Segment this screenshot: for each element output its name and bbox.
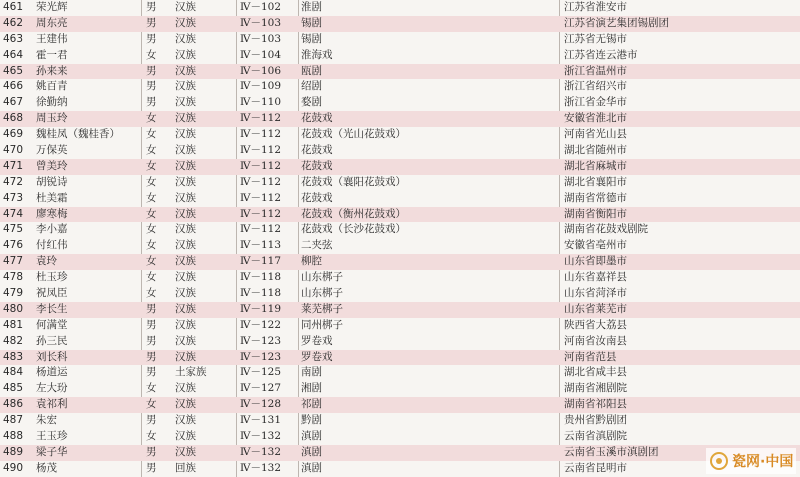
project-code: Ⅳ－112 bbox=[240, 207, 282, 220]
gender-cell: 女 bbox=[146, 175, 157, 188]
declaring-unit: 河南省范县 bbox=[564, 350, 617, 363]
ethnicity-cell: 汉族 bbox=[175, 287, 196, 300]
declaring-unit: 浙江省绍兴市 bbox=[564, 80, 627, 93]
project-code: Ⅳ－110 bbox=[240, 96, 282, 109]
opera-type: 黔剧 bbox=[301, 414, 322, 427]
row-number: 461 bbox=[3, 1, 24, 13]
project-code: Ⅳ－113 bbox=[240, 239, 282, 252]
row-number: 463 bbox=[3, 32, 24, 45]
project-code: Ⅳ－119 bbox=[240, 302, 282, 315]
ethnicity-cell: 汉族 bbox=[175, 159, 196, 172]
declaring-unit: 湖北省襄阳市 bbox=[564, 175, 627, 188]
table-row bbox=[0, 79, 800, 95]
inheritor-name: 霍一君 bbox=[36, 48, 68, 61]
inheritor-name: 王玉珍 bbox=[36, 430, 68, 443]
declaring-unit: 湖南省祁阳县 bbox=[564, 398, 627, 411]
inheritor-name: 刘长科 bbox=[36, 350, 68, 363]
gender-cell: 男 bbox=[146, 1, 157, 13]
gender-cell: 女 bbox=[146, 112, 157, 125]
gender-cell: 女 bbox=[146, 159, 157, 172]
table-row bbox=[0, 95, 800, 111]
project-code: Ⅳ－102 bbox=[240, 1, 282, 13]
gender-cell: 女 bbox=[146, 144, 157, 157]
table-row bbox=[0, 381, 800, 397]
declaring-unit: 河南省光山县 bbox=[564, 128, 627, 141]
row-number: 469 bbox=[3, 128, 24, 141]
ethnicity-cell: 土家族 bbox=[175, 366, 207, 379]
gender-cell: 女 bbox=[146, 287, 157, 300]
row-number: 475 bbox=[3, 223, 24, 236]
ethnicity-cell: 汉族 bbox=[175, 239, 196, 252]
row-number: 467 bbox=[3, 96, 24, 109]
row-number: 487 bbox=[3, 414, 24, 427]
row-number: 474 bbox=[3, 207, 24, 220]
inheritor-name: 徐勤纳 bbox=[36, 96, 68, 109]
declaring-unit: 安徽省淮北市 bbox=[564, 112, 627, 125]
ethnicity-cell: 汉族 bbox=[175, 255, 196, 268]
ethnicity-cell: 汉族 bbox=[175, 1, 196, 13]
project-code: Ⅳ－132 bbox=[240, 445, 282, 458]
project-code: Ⅳ－112 bbox=[240, 159, 282, 172]
table-row bbox=[0, 191, 800, 207]
table-row bbox=[0, 413, 800, 429]
gender-cell: 男 bbox=[146, 445, 157, 458]
row-number: 481 bbox=[3, 318, 24, 331]
row-number: 489 bbox=[3, 445, 24, 458]
opera-type: 罗卷戏 bbox=[301, 334, 333, 347]
row-number: 468 bbox=[3, 112, 24, 125]
inheritor-name: 朱宏 bbox=[36, 414, 57, 427]
project-code: Ⅳ－128 bbox=[240, 398, 282, 411]
gender-cell: 女 bbox=[146, 191, 157, 204]
inheritor-name: 杨道运 bbox=[36, 366, 68, 379]
project-code: Ⅳ－118 bbox=[240, 287, 282, 300]
gender-cell: 女 bbox=[146, 128, 157, 141]
table-row bbox=[0, 429, 800, 445]
project-code: Ⅳ－112 bbox=[240, 191, 282, 204]
ethnicity-cell: 汉族 bbox=[175, 430, 196, 443]
site-watermark bbox=[706, 448, 796, 474]
opera-type: 山东梆子 bbox=[301, 287, 343, 300]
inheritor-name: 左大玢 bbox=[36, 382, 68, 395]
ethnicity-cell: 汉族 bbox=[175, 96, 196, 109]
inheritor-name: 梁子华 bbox=[36, 445, 68, 458]
inheritor-name: 周东亮 bbox=[36, 16, 68, 29]
table-row bbox=[0, 0, 800, 16]
project-code: Ⅳ－117 bbox=[240, 255, 282, 268]
declaring-unit: 湖北省麻城市 bbox=[564, 159, 627, 172]
opera-type: 祁剧 bbox=[301, 398, 322, 411]
project-code: Ⅳ－103 bbox=[240, 32, 282, 45]
row-number: 472 bbox=[3, 175, 24, 188]
inheritor-name: 王建伟 bbox=[36, 32, 68, 45]
opera-type: 瓯剧 bbox=[301, 64, 322, 77]
table-row bbox=[0, 111, 800, 127]
row-number: 465 bbox=[3, 64, 24, 77]
table-row bbox=[0, 254, 800, 270]
row-number: 466 bbox=[3, 80, 24, 93]
inheritor-name: 袁祁利 bbox=[36, 398, 68, 411]
table-row bbox=[0, 64, 800, 80]
project-code: Ⅳ－112 bbox=[240, 175, 282, 188]
inheritor-name: 李长生 bbox=[36, 302, 68, 315]
gender-cell: 男 bbox=[146, 16, 157, 29]
gender-cell: 男 bbox=[146, 318, 157, 331]
project-code: Ⅳ－118 bbox=[240, 271, 282, 284]
gender-cell: 女 bbox=[146, 271, 157, 284]
inheritor-name: 胡锐诗 bbox=[36, 175, 68, 188]
opera-type: 同州梆子 bbox=[301, 318, 343, 331]
table-row bbox=[0, 159, 800, 175]
row-number: 486 bbox=[3, 398, 24, 411]
declaring-unit: 湖南省湘剧院 bbox=[564, 382, 627, 395]
ethnicity-cell: 汉族 bbox=[175, 414, 196, 427]
project-code: Ⅳ－131 bbox=[240, 414, 282, 427]
declaring-unit: 江苏省淮安市 bbox=[564, 1, 627, 13]
opera-type: 花鼓戏（光山花鼓戏） bbox=[301, 128, 406, 141]
ethnicity-cell: 汉族 bbox=[175, 16, 196, 29]
declaring-unit: 浙江省金华市 bbox=[564, 96, 627, 109]
project-code: Ⅳ－123 bbox=[240, 350, 282, 363]
ethnicity-cell: 汉族 bbox=[175, 334, 196, 347]
table-row bbox=[0, 350, 800, 366]
opera-type: 花鼓戏 bbox=[301, 191, 333, 204]
gender-cell: 女 bbox=[146, 239, 157, 252]
opera-type: 莱芜梆子 bbox=[301, 302, 343, 315]
opera-type: 山东梆子 bbox=[301, 271, 343, 284]
gender-cell: 男 bbox=[146, 32, 157, 45]
gender-cell: 男 bbox=[146, 414, 157, 427]
ethnicity-cell: 汉族 bbox=[175, 398, 196, 411]
row-number: 473 bbox=[3, 191, 24, 204]
ethnicity-cell: 汉族 bbox=[175, 350, 196, 363]
declaring-unit: 湖南省衡阳市 bbox=[564, 207, 627, 220]
inheritor-name: 荣光辉 bbox=[36, 1, 68, 13]
opera-type: 花鼓戏 bbox=[301, 159, 333, 172]
opera-type: 花鼓戏（衡州花鼓戏） bbox=[301, 207, 406, 220]
gender-cell: 女 bbox=[146, 48, 157, 61]
table-row bbox=[0, 318, 800, 334]
inheritor-name: 付红伟 bbox=[36, 239, 68, 252]
declaring-unit: 云南省玉溪市滇剧团 bbox=[564, 445, 659, 458]
gender-cell: 男 bbox=[146, 461, 157, 474]
table-row bbox=[0, 222, 800, 238]
table-row bbox=[0, 334, 800, 350]
table-row bbox=[0, 270, 800, 286]
inheritor-name: 杨茂 bbox=[36, 461, 57, 474]
declaring-unit: 河南省汝南县 bbox=[564, 334, 627, 347]
project-code: Ⅳ－122 bbox=[240, 318, 282, 331]
inheritor-name: 廖寒梅 bbox=[36, 207, 68, 220]
declaring-unit: 云南省滇剧院 bbox=[564, 430, 627, 443]
row-number: 471 bbox=[3, 159, 24, 172]
opera-type: 罗卷戏 bbox=[301, 350, 333, 363]
row-number: 482 bbox=[3, 334, 24, 347]
ethnicity-cell: 汉族 bbox=[175, 128, 196, 141]
table-row bbox=[0, 127, 800, 143]
declaring-unit: 贵州省黔剧团 bbox=[564, 414, 627, 427]
table-row bbox=[0, 16, 800, 32]
row-number: 464 bbox=[3, 48, 24, 61]
row-number: 484 bbox=[3, 366, 24, 379]
ethnicity-cell: 汉族 bbox=[175, 175, 196, 188]
gender-cell: 男 bbox=[146, 350, 157, 363]
ethnicity-cell: 汉族 bbox=[175, 48, 196, 61]
project-code: Ⅳ－112 bbox=[240, 128, 282, 141]
ethnicity-cell: 汉族 bbox=[175, 318, 196, 331]
ethnicity-cell: 汉族 bbox=[175, 80, 196, 93]
gender-cell: 女 bbox=[146, 207, 157, 220]
project-code: Ⅳ－123 bbox=[240, 334, 282, 347]
row-number: 477 bbox=[3, 255, 24, 268]
table-row bbox=[0, 302, 800, 318]
table-row bbox=[0, 445, 800, 461]
project-code: Ⅳ－127 bbox=[240, 382, 282, 395]
ethnicity-cell: 汉族 bbox=[175, 382, 196, 395]
row-number: 478 bbox=[3, 271, 24, 284]
opera-type: 滇剧 bbox=[301, 445, 322, 458]
gender-cell: 男 bbox=[146, 64, 157, 77]
declaring-unit: 陕西省大荔县 bbox=[564, 318, 627, 331]
inheritor-name: 周玉玲 bbox=[36, 112, 68, 125]
watermark-text: 瓷网·中国 bbox=[732, 454, 794, 470]
ethnicity-cell: 汉族 bbox=[175, 64, 196, 77]
inheritor-name: 李小嘉 bbox=[36, 223, 68, 236]
inheritor-name: 孙三民 bbox=[36, 334, 68, 347]
row-number: 490 bbox=[3, 461, 24, 474]
declaring-unit: 江苏省连云港市 bbox=[564, 48, 638, 61]
declaring-unit: 江苏省演艺集团锡剧团 bbox=[564, 16, 669, 29]
opera-type: 湘剧 bbox=[301, 382, 322, 395]
gender-cell: 女 bbox=[146, 223, 157, 236]
gender-cell: 男 bbox=[146, 96, 157, 109]
opera-type: 锡剧 bbox=[301, 32, 322, 45]
opera-type: 淮海戏 bbox=[301, 48, 333, 61]
declaring-unit: 山东省菏泽市 bbox=[564, 287, 627, 300]
opera-type: 滇剧 bbox=[301, 461, 322, 474]
declaring-unit: 山东省嘉祥县 bbox=[564, 271, 627, 284]
ethnicity-cell: 汉族 bbox=[175, 191, 196, 204]
opera-type: 婺剧 bbox=[301, 96, 322, 109]
project-code: Ⅳ－103 bbox=[240, 16, 282, 29]
opera-type: 二夹弦 bbox=[301, 239, 333, 252]
site-logo-icon bbox=[710, 452, 728, 470]
row-number: 488 bbox=[3, 430, 24, 443]
table-row bbox=[0, 175, 800, 191]
ethnicity-cell: 回族 bbox=[175, 461, 196, 474]
ethnicity-cell: 汉族 bbox=[175, 223, 196, 236]
gender-cell: 男 bbox=[146, 366, 157, 379]
project-code: Ⅳ－112 bbox=[240, 223, 282, 236]
declaring-unit: 湖南省常德市 bbox=[564, 191, 627, 204]
project-code: Ⅳ－132 bbox=[240, 430, 282, 443]
inheritor-name: 魏桂凤（魏桂香） bbox=[36, 128, 120, 141]
inheritor-name: 何满堂 bbox=[36, 318, 68, 331]
table-row bbox=[0, 365, 800, 381]
project-code: Ⅳ－104 bbox=[240, 48, 282, 61]
row-number: 483 bbox=[3, 350, 24, 363]
project-code: Ⅳ－125 bbox=[240, 366, 282, 379]
opera-type: 柳腔 bbox=[301, 255, 322, 268]
project-code: Ⅳ－112 bbox=[240, 144, 282, 157]
inheritor-name: 杜美霜 bbox=[36, 191, 68, 204]
row-number: 470 bbox=[3, 144, 24, 157]
inheritor-name: 姚百青 bbox=[36, 80, 68, 93]
declaring-unit: 安徽省亳州市 bbox=[564, 239, 627, 252]
declaring-unit: 云南省昆明市 bbox=[564, 461, 627, 474]
opera-type: 南剧 bbox=[301, 366, 322, 379]
table-row bbox=[0, 286, 800, 302]
opera-type: 锡剧 bbox=[301, 16, 322, 29]
table-row bbox=[0, 461, 800, 477]
opera-type: 花鼓戏（襄阳花鼓戏） bbox=[301, 175, 406, 188]
inheritor-name: 万保英 bbox=[36, 144, 68, 157]
gender-cell: 女 bbox=[146, 382, 157, 395]
ethnicity-cell: 汉族 bbox=[175, 32, 196, 45]
declaring-unit: 湖北省随州市 bbox=[564, 144, 627, 157]
ethnicity-cell: 汉族 bbox=[175, 302, 196, 315]
opera-type: 花鼓戏 bbox=[301, 144, 333, 157]
gender-cell: 男 bbox=[146, 302, 157, 315]
inheritor-name: 杜玉珍 bbox=[36, 271, 68, 284]
project-code: Ⅳ－109 bbox=[240, 80, 282, 93]
table-row bbox=[0, 207, 800, 223]
ethnicity-cell: 汉族 bbox=[175, 445, 196, 458]
row-number: 485 bbox=[3, 382, 24, 395]
declaring-unit: 山东省即墨市 bbox=[564, 255, 627, 268]
declaring-unit: 山东省莱芜市 bbox=[564, 302, 627, 315]
inheritor-name: 孙来来 bbox=[36, 64, 68, 77]
declaring-unit: 浙江省温州市 bbox=[564, 64, 627, 77]
ethnicity-cell: 汉族 bbox=[175, 207, 196, 220]
table-row bbox=[0, 48, 800, 64]
project-code: Ⅳ－132 bbox=[240, 461, 282, 474]
table-row bbox=[0, 32, 800, 48]
ethnicity-cell: 汉族 bbox=[175, 144, 196, 157]
gender-cell: 女 bbox=[146, 398, 157, 411]
ethnicity-cell: 汉族 bbox=[175, 271, 196, 284]
row-number: 462 bbox=[3, 16, 24, 29]
gender-cell: 女 bbox=[146, 255, 157, 268]
project-code: Ⅳ－106 bbox=[240, 64, 282, 77]
row-number: 476 bbox=[3, 239, 24, 252]
project-code: Ⅳ－112 bbox=[240, 112, 282, 125]
declaring-unit: 江苏省无锡市 bbox=[564, 32, 627, 45]
declaring-unit: 湖南省花鼓戏剧院 bbox=[564, 223, 648, 236]
opera-type: 花鼓戏（长沙花鼓戏） bbox=[301, 223, 406, 236]
inheritor-name: 曾美玲 bbox=[36, 159, 68, 172]
inheritor-name: 袁玲 bbox=[36, 255, 57, 268]
opera-type: 绍剧 bbox=[301, 80, 322, 93]
inheritor-name: 祝凤臣 bbox=[36, 287, 68, 300]
gender-cell: 男 bbox=[146, 80, 157, 93]
gender-cell: 女 bbox=[146, 430, 157, 443]
gender-cell: 男 bbox=[146, 334, 157, 347]
table-row bbox=[0, 238, 800, 254]
ethnicity-cell: 汉族 bbox=[175, 112, 196, 125]
opera-type: 花鼓戏 bbox=[301, 112, 333, 125]
declaring-unit: 湖北省咸丰县 bbox=[564, 366, 627, 379]
table-row bbox=[0, 397, 800, 413]
row-number: 479 bbox=[3, 287, 24, 300]
table-row bbox=[0, 143, 800, 159]
opera-type: 淮剧 bbox=[301, 1, 322, 13]
opera-type: 滇剧 bbox=[301, 430, 322, 443]
row-number: 480 bbox=[3, 302, 24, 315]
